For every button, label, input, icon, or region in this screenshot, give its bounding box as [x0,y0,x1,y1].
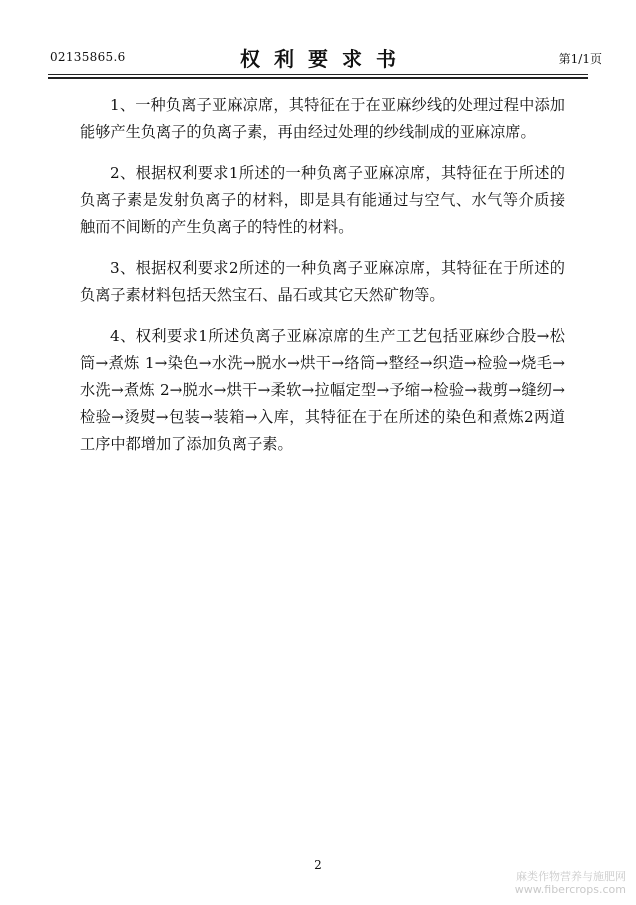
header-rule-thick [48,77,588,79]
claim-1: 1、一种负离子亚麻凉席，其特征在于在亚麻纱线的处理过程中添加能够产生负离子的负离子素，再由经过处理的纱线制成的亚麻凉席。 [80,96,565,141]
watermark [515,870,626,896]
claim-4: 4、权利要求1所述负离子亚麻凉席的生产工艺包括亚麻纱合股→松筒→煮炼 1→染色→水洗→脱水→烘干→络筒→整经→织造→检验→烧毛→水洗→煮炼 2→脱水→烘干→柔软→拉幅定型→予缩→检验→裁剪→缝纫→检验→烫熨→包装→装箱→入库，其特征在于在所述的染色和煮炼2两道工序中都增加了添加负离子素。 [80,327,565,453]
claims-body [80,92,565,472]
page-count: 第1/1页 [558,52,602,66]
document-header [0,0,636,80]
watermark-url: www.fibercrops.com [514,883,626,896]
claim-2: 2、根据权利要求1所述的一种负离子亚麻凉席，其特征在于所述的负离子素是发射负离子的材料，即是具有能通过与空气、水气等介质接触而不间断的产生负离子的特性的材料。 [80,164,565,236]
page-number: 2 [314,858,322,872]
header-rule [48,74,588,75]
claim-3: 3、根据权利要求2所述的一种负离子亚麻凉席，其特征在于所述的负离子素材料包括天然宝石、晶石或其它天然矿物等。 [80,259,565,304]
watermark-name: 麻类作物营养与施肥网 [516,870,626,883]
application-number: 02135865.6 [50,50,126,64]
document-title: 权利要求书 [240,47,410,71]
